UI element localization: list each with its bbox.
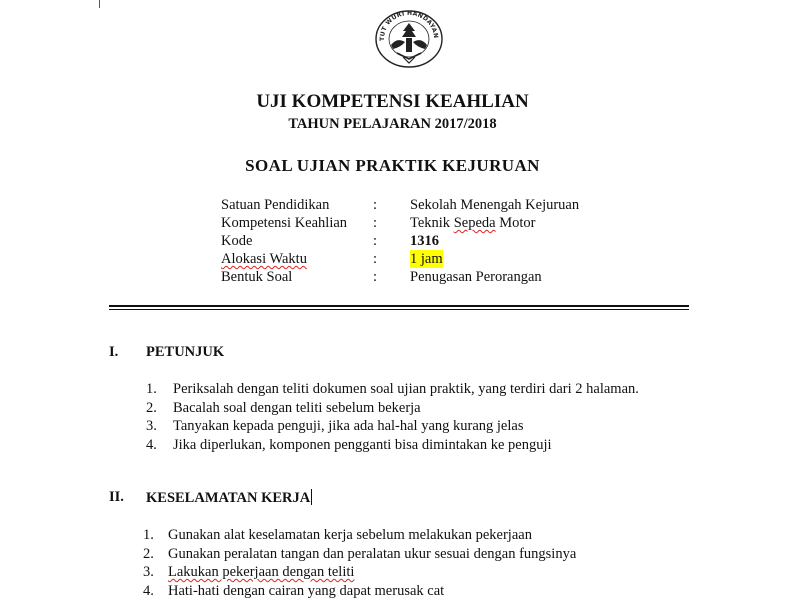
double-rule-top [109, 305, 689, 307]
document-title: UJI KOMPETENSI KEAHLIAN [256, 91, 529, 112]
value-part: Teknik [410, 215, 454, 231]
item-number: 4. [146, 436, 157, 453]
item-text: Bacalah soal dengan teliti sebelum bekerja [173, 399, 421, 416]
item-text: Gunakan peralatan tangan dan peralatan ukur sesuai dengan fungsinya [168, 545, 577, 562]
item-text: Tanyakan kepada penguji, jika ada hal-hal yang kurang jelas [173, 418, 524, 434]
info-label: Kode [221, 233, 253, 249]
section-title: PETUNJUK [146, 344, 225, 360]
item-number: 3. [143, 564, 154, 580]
item-text: Jika diperlukan, komponen pengganti bisa dimintakan ke penguji [173, 436, 552, 453]
info-colon: : [373, 215, 378, 231]
item-text: Gunakan alat keselamatan kerja sebelum melakukan pekerjaan [168, 527, 532, 543]
info-value-highlighted: 1 jam [410, 251, 443, 267]
info-value: Penugasan Perorangan [410, 269, 542, 285]
info-label: Bentuk Soal [221, 269, 293, 285]
academic-year: TAHUN PELAJARAN 2017/2018 [288, 116, 497, 132]
item-number: 4. [143, 582, 154, 599]
item-number: 2. [146, 399, 157, 416]
text-cursor [311, 489, 312, 505]
section-number: I. [109, 344, 119, 360]
info-colon: : [373, 251, 378, 267]
info-label: Alokasi Waktu [221, 251, 307, 267]
section-title-wrap [146, 489, 312, 507]
info-colon: : [373, 233, 378, 249]
info-value: Sekolah Menengah Kejuruan [410, 197, 580, 213]
info-value: 1316 [410, 233, 439, 249]
svg-text:TUT WURI HANDAYANI: TUT WURI HANDAYAN [378, 9, 440, 42]
item-text: Lakukan pekerjaan dengan teliti [168, 564, 355, 580]
tut-wuri-handayani-logo-icon [373, 9, 445, 69]
info-colon: : [373, 269, 378, 285]
double-rule-bottom [109, 309, 689, 310]
item-number: 3. [146, 418, 157, 434]
misspelled-word: Sepeda [453, 215, 496, 231]
exam-title: SOAL UJIAN PRAKTIK KEJURUAN [245, 156, 540, 175]
info-colon: : [373, 197, 378, 213]
item-number: 1. [143, 527, 154, 543]
value-part: Motor [495, 215, 536, 231]
page-edge-mark [99, 0, 100, 8]
section-title: KESELAMATAN KERJA [146, 490, 311, 506]
section-number: II. [109, 489, 124, 505]
info-value [410, 214, 535, 232]
item-number: 1. [146, 381, 157, 397]
info-label: Satuan Pendidikan [221, 197, 330, 213]
info-label: Kompetensi Keahlian [221, 215, 348, 231]
item-text: Periksalah dengan teliti dokumen soal ujian praktik, yang terdiri dari 2 halaman. [173, 381, 639, 397]
item-text: Hati-hati dengan cairan yang dapat merusak cat [168, 582, 445, 599]
item-number: 2. [143, 545, 154, 562]
